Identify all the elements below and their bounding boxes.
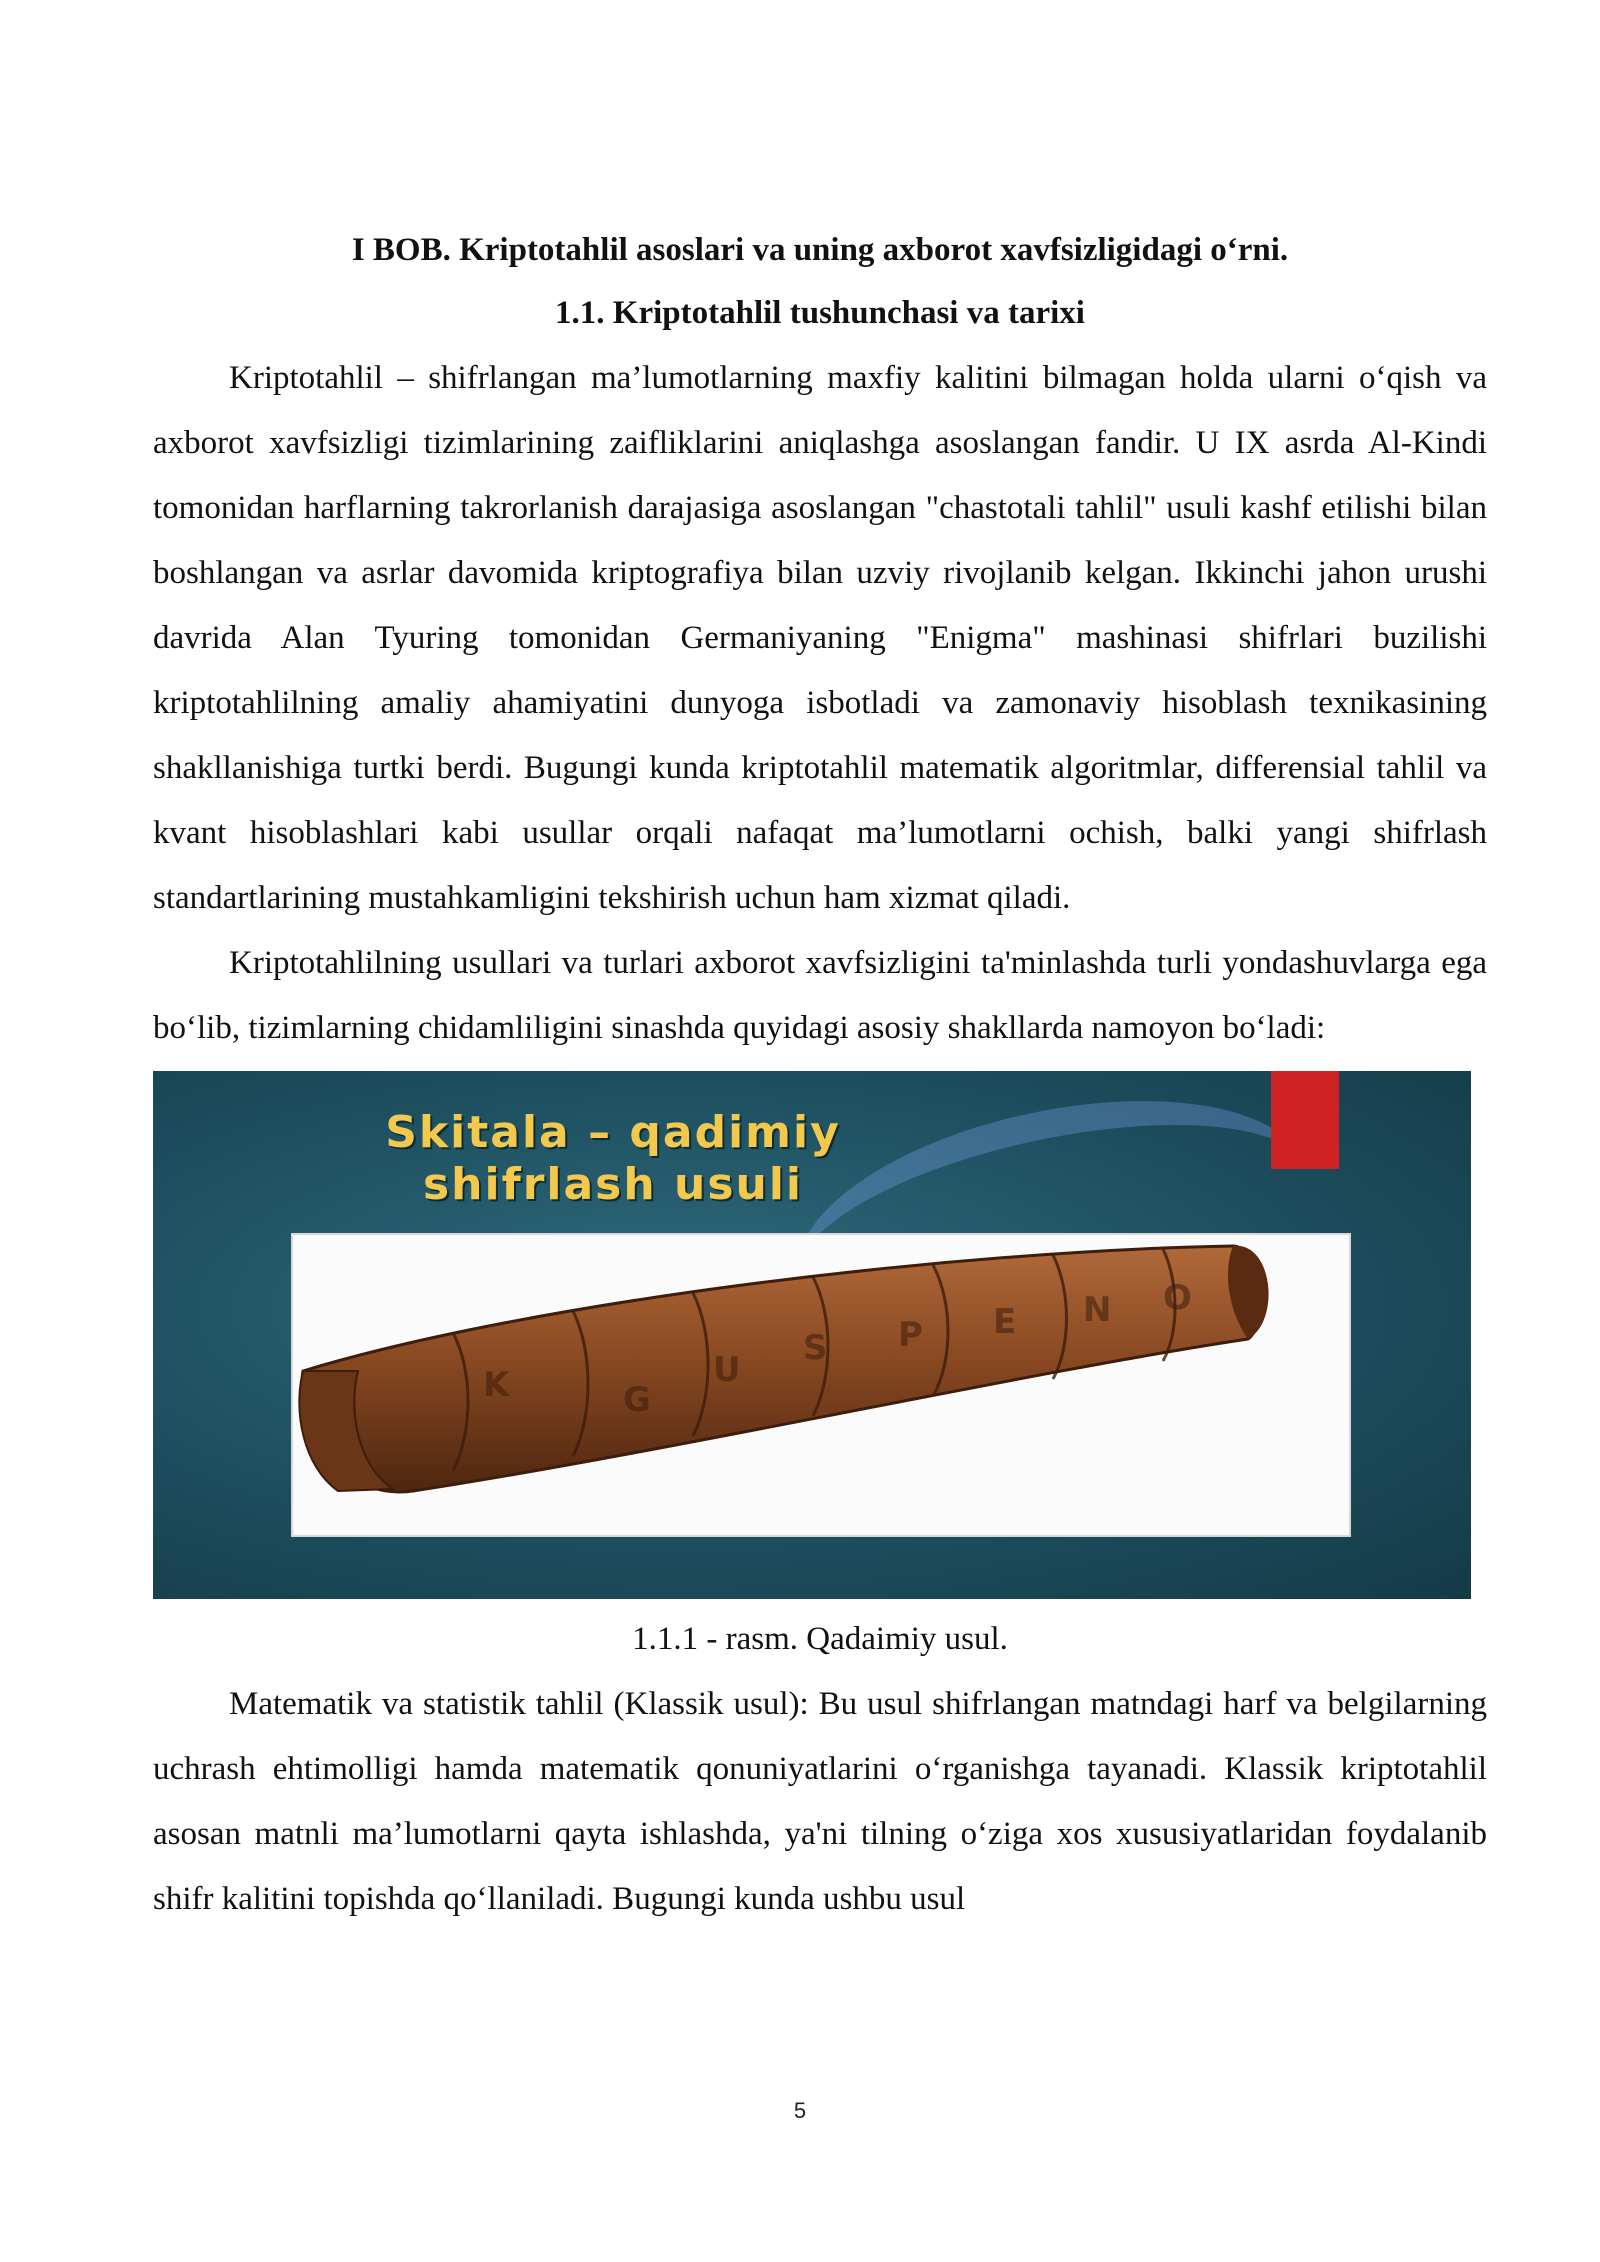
svg-text:P: P xyxy=(898,1315,923,1355)
svg-text:S: S xyxy=(803,1328,828,1368)
paragraph-methods-intro: Kriptotahlilning usullari va turlari axborot xavfsizligini ta'minlashda turli yondashuvlarga ega bo‘lib, tizimlarning chidamliligini sinashda quyidagi asosiy shakllarda namoyon bo‘ladi: xyxy=(153,945,1487,1046)
svg-text:O: O xyxy=(1163,1278,1192,1318)
svg-text:N: N xyxy=(1083,1290,1112,1330)
svg-text:K: K xyxy=(483,1365,510,1405)
figure-title-line-2: shifrlash usuli xyxy=(422,1159,804,1210)
scytale-scroll-illustration xyxy=(153,1071,1471,1599)
page-number: 5 xyxy=(793,2098,807,2123)
section-title: 1.1. Kriptotahlil tushunchasi va tarixi xyxy=(555,295,1085,331)
paragraph-classic-method: Matematik va statistik tahlil (Klassik usul): Bu usul shifrlangan matndagi harf va belgilarning uchrash ehtimolligi hamda matematik qonuniyatlarini o‘rganishga tayanadi. Klassik kriptotahlil asosan matnli ma’lumotlarni qayta ishlashda, ya'ni tilning o‘ziga xos xususiyatlaridan foydalanib shifr kalitini topishda qo‘llaniladi. Bugungi kunda ushbu usul xyxy=(153,1686,1487,1917)
figure-caption: 1.1.1 - rasm. Qadaimiy usul. xyxy=(632,1621,1008,1657)
svg-text:E: E xyxy=(993,1302,1017,1342)
svg-text:G: G xyxy=(623,1380,651,1420)
paragraph-definition: Kriptotahlil – shifrlangan ma’lumotlarning maxfiy kalitini bilmagan holda ularni o‘qish va axborot xavfsizligi tizimlarining zaifliklarini aniqlashga asoslangan fandir. U IX asrda Al-Kindi tomonidan harflarning takrorlanish darajasiga asoslangan "chastotali tahlil" usuli kashf etilishi bilan boshlangan va asrlar davomida kriptografiya bilan uzviy rivojlanib kelgan. Ikkinchi jahon urushi davrida Alan Tyuring tomonidan Germaniyaning "Enigma" mashinasi shifrlari buzilishi kriptotahlilning amaliy ahamiyatini dunyoga isbotladi va zamonaviy hisoblash texnikasining shakllanishiga turtki berdi. Bugungi kunda kriptotahlil matematik algoritmlar, differensial tahlil va kvant hisoblashlari kabi usullar orqali nafaqat ma’lumotlarni ochish, balki yangi shifrlash standartlarining mustahkamligini tekshirish uchun ham xizmat qiladi. xyxy=(153,360,1487,916)
figure-scytale-image xyxy=(153,1071,1471,1599)
chapter-title: I BOB. Kriptotahlil asoslari va uning axborot xavfsizligidagi o‘rni. xyxy=(351,232,1289,268)
svg-text:U: U xyxy=(713,1350,741,1390)
page-content xyxy=(153,220,1487,1932)
figure-title-line-1: Skitala – qadimiy xyxy=(385,1107,841,1158)
